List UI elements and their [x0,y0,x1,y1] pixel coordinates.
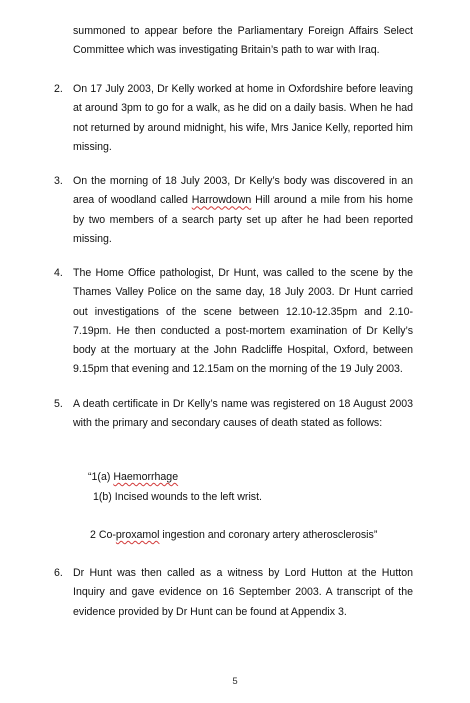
paragraph-1-continuation: summoned to appear before the Parliamentary Foreign Affairs Select Committee which was investigating Britain’s path to war with Iraq. [73,25,413,57]
item-5-text: A death certificate in Dr Kelly’s name was registered on 18 August 2003 with the primary and secondary causes of death stated as follows: [73,398,413,430]
cause-1a: “1(a) Haemorrhage [88,471,179,483]
item-2-number: 2. [54,83,63,95]
page-number: 5 [232,676,238,687]
item-4-text: The Home Office pathologist, Dr Hunt, was called to the scene by the Thames Valley Police on the same day, 18 July 2003. Dr Hunt carried out investigations of the scene between 12.10-12.35pm and 2.10-7.19pm. He then conducted a post-mortem examination of Dr Kelly’s body at the mortuary at the John Radcliffe Hospital, Oxford, between 9.15pm that evening and 12.15am on the morning of the 19 July 2003. [73,267,413,376]
item-3-text [73,172,413,249]
item-6-number: 6. [54,567,63,579]
cause-1b: 1(b) Incised wounds to the left wrist. [93,491,262,503]
spellcheck-flagged-word[interactable]: Haemorrhage [113,471,179,483]
item-3-number: 3. [54,175,63,187]
spellcheck-flagged-word[interactable]: Harrowdown [191,194,252,207]
item-3-text-end: Hill around a mile from his home by two members of a search party set up after he had been reported missing. [73,194,413,245]
cause-2: 2 Co-proxamol ingestion and coronary artery atherosclerosis” [90,529,378,541]
item-4-number: 4. [54,267,63,279]
item-5-number: 5. [54,398,63,410]
spellcheck-flagged-word[interactable]: proxamol [115,529,160,541]
item-2-text: On 17 July 2003, Dr Kelly worked at home in Oxfordshire before leaving at around 3pm to go for a walk, as he did on a daily basis. When he had not returned by around midnight, his wife, Mrs Janice Kelly, reported him missing. [73,83,413,153]
item-6-text: Dr Hunt was then called as a witness by Lord Hutton at the Hutton Inquiry and gave evidence on 16 September 2003. A transcript of the evidence provided by Dr Hunt can be found at Appendix 3. [73,567,413,618]
item-3-text-start: On the morning of 18 July 2003, Dr Kelly’s body was discovered in an area of woodland called [73,175,413,207]
